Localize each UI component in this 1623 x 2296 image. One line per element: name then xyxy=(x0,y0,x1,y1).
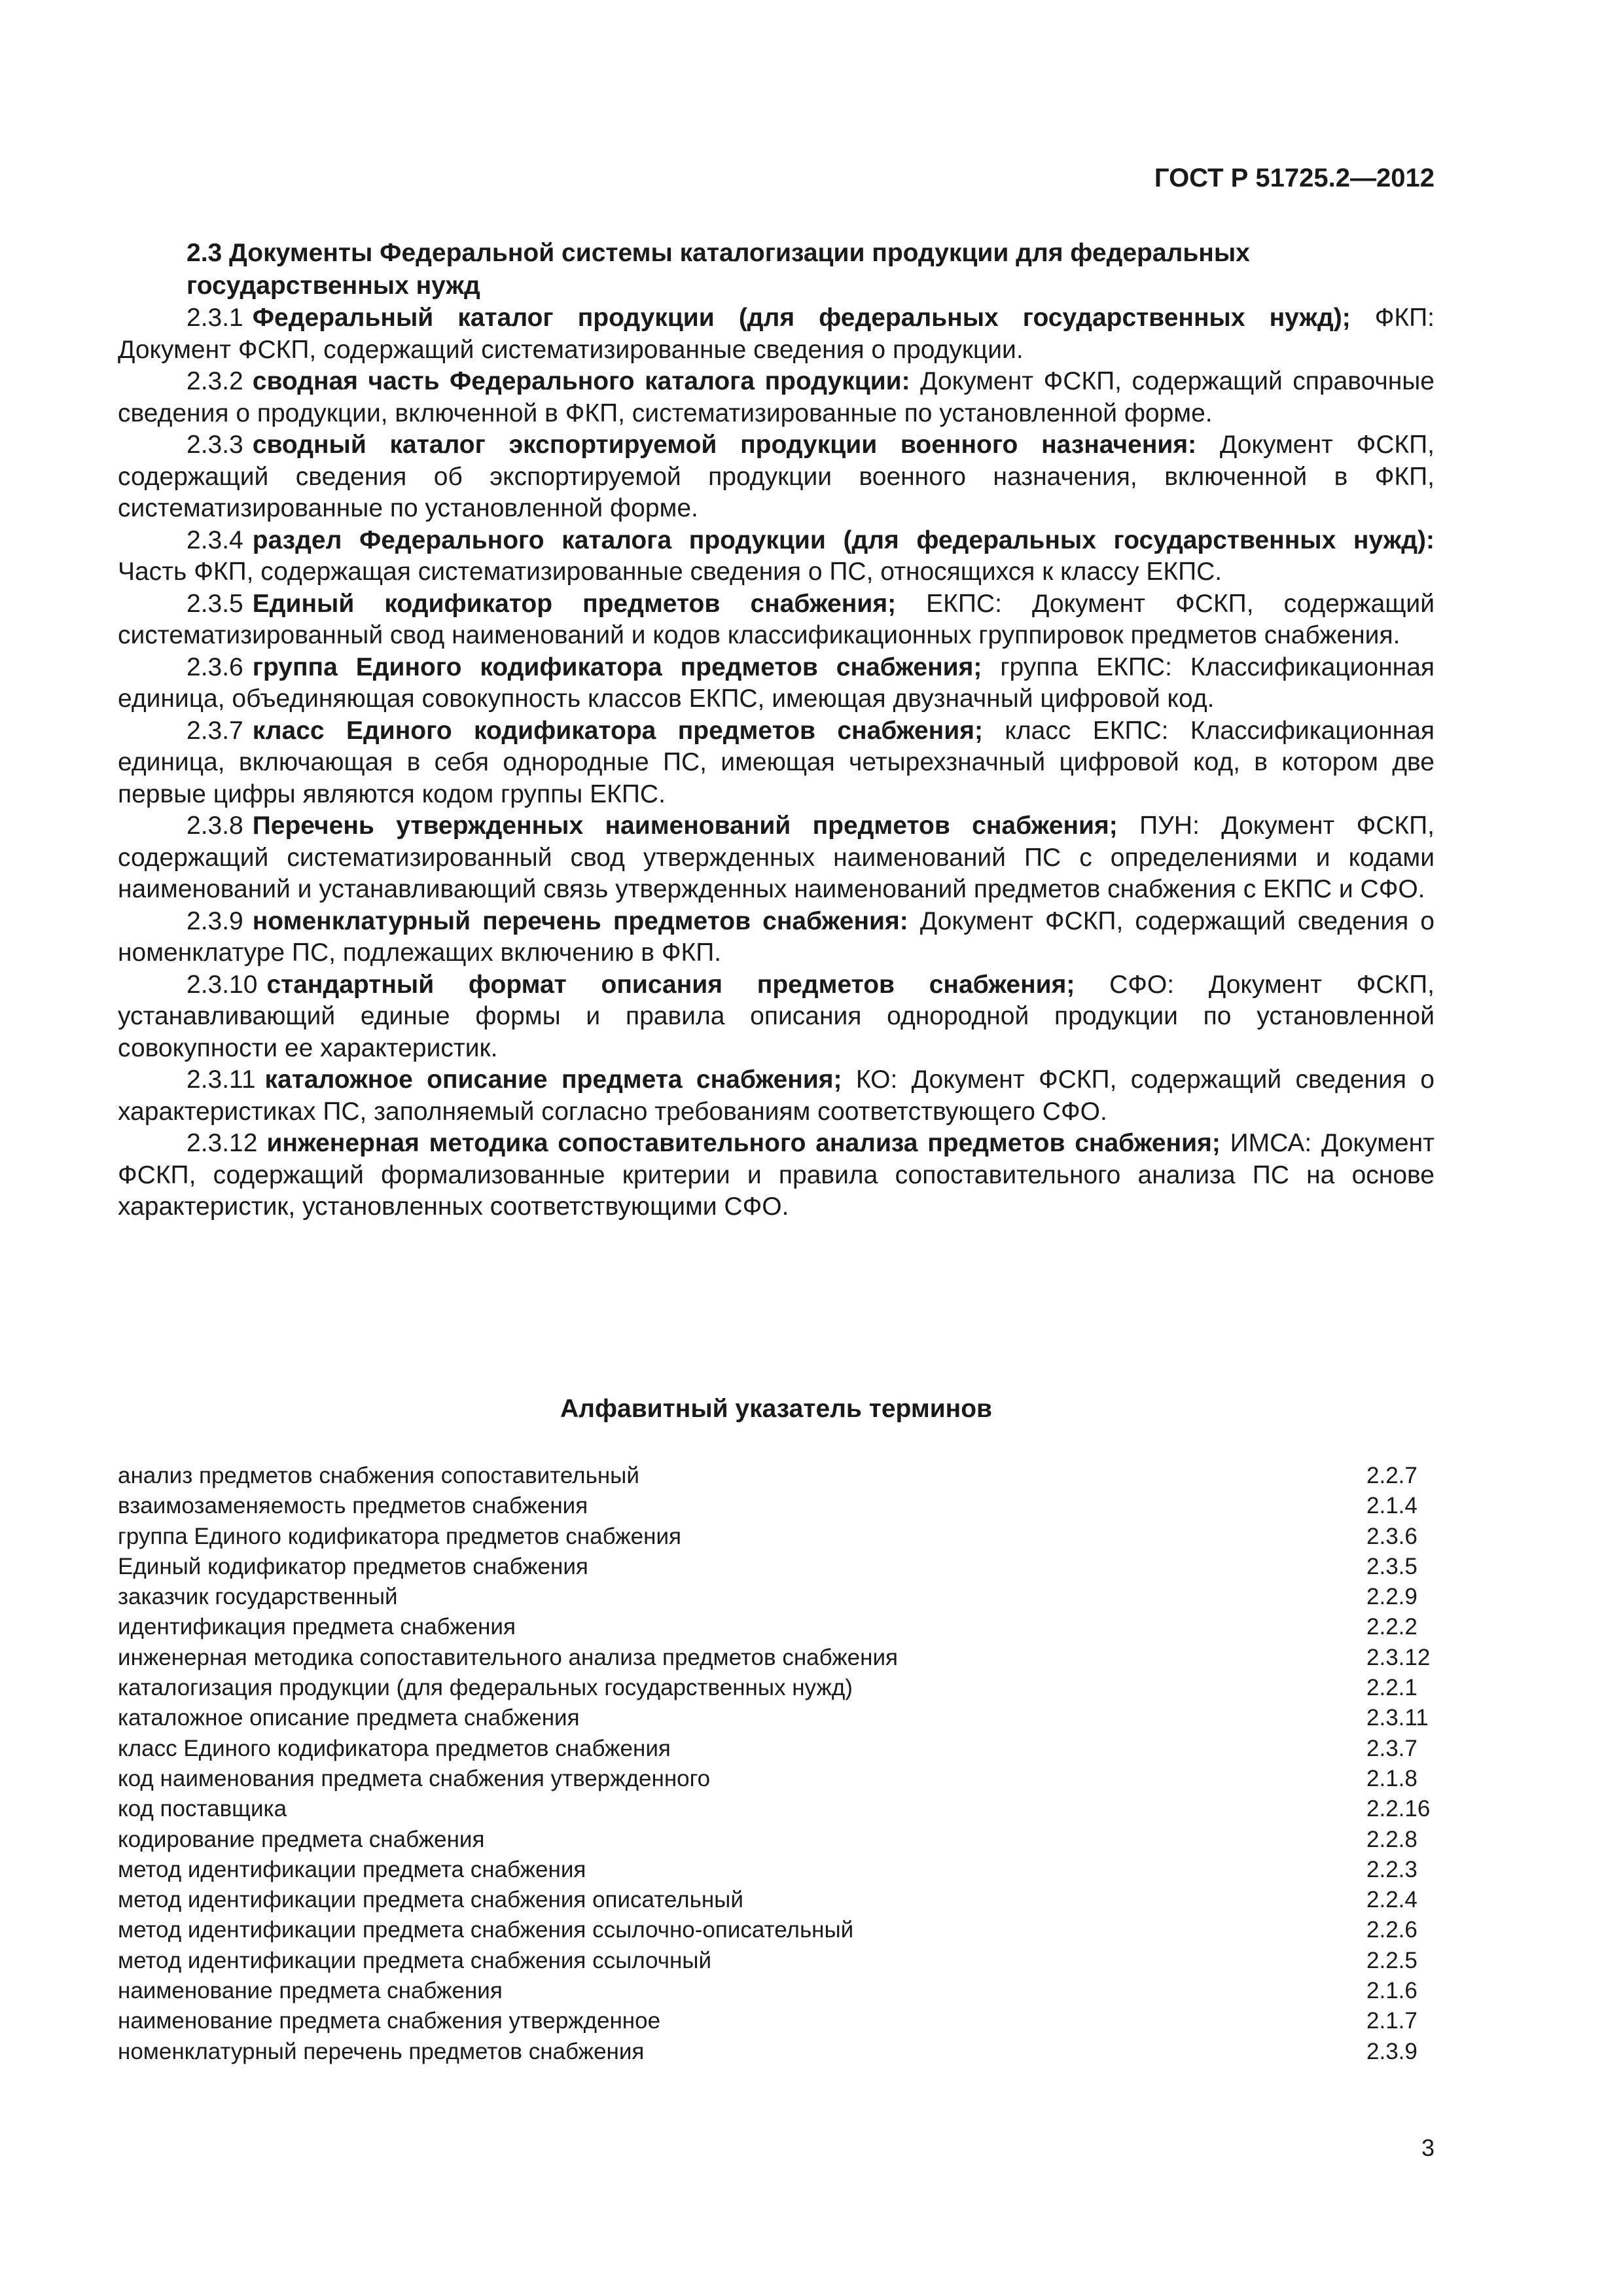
term-title: сводный каталог экспортируемой продукции военного назначения: xyxy=(252,431,1197,459)
term-definition xyxy=(118,429,1435,525)
section-body xyxy=(118,237,1435,1223)
index-entry xyxy=(118,1582,1435,1612)
index-entry xyxy=(118,1703,1435,1733)
index-entry xyxy=(118,1825,1435,1855)
index-reference: 2.1.8 xyxy=(1366,1765,1418,1791)
index-entry xyxy=(118,1491,1435,1521)
index-term: наименование предмета снабжения xyxy=(118,1978,503,2004)
term-title: Перечень утвержденных наименований предметов снабжения; xyxy=(252,812,1118,840)
term-number: 2.3.7 xyxy=(187,716,243,745)
term-text: СФО: Документ ФСКП, устанавливающий единые формы и правила описания однородной продукции по установленной совокупности ее характеристик. xyxy=(118,970,1435,1062)
index-term: номенклатурный перечень предметов снабжения xyxy=(118,2038,645,2064)
index-entry xyxy=(118,1946,1435,1976)
index-reference: 2.3.11 xyxy=(1366,1705,1429,1731)
term-definition xyxy=(118,652,1435,715)
term-number: 2.3.5 xyxy=(187,589,243,618)
index-entry xyxy=(118,1612,1435,1642)
index-term: метод идентификации предмета снабжения ссылочно-описательный xyxy=(118,1917,854,1943)
term-number: 2.3.4 xyxy=(187,526,243,554)
index-term: заказчик государственный xyxy=(118,1584,398,1610)
index-reference: 2.3.6 xyxy=(1366,1523,1418,1549)
term-title: каталожное описание предмета снабжения; xyxy=(264,1066,842,1094)
index-reference: 2.2.6 xyxy=(1366,1917,1418,1943)
page-number: 3 xyxy=(1421,2134,1435,2161)
index-entry xyxy=(118,1461,1435,1491)
index-title: Алфавитный указатель терминов xyxy=(560,1395,993,1423)
index-list xyxy=(118,1461,1435,2067)
term-text: ФКП: Документ ФСКП, содержащий систематизированные сведения о продукции. xyxy=(118,304,1435,364)
index-reference: 2.1.7 xyxy=(1366,2008,1418,2034)
term-title: инженерная методика сопоставительного анализа предметов снабжения; xyxy=(266,1129,1221,1157)
index-reference: 2.2.5 xyxy=(1366,1947,1418,1973)
index-reference: 2.2.1 xyxy=(1366,1675,1418,1701)
term-title: группа Единого кодификатора предметов снабжения; xyxy=(252,653,982,681)
term-number: 2.3.8 xyxy=(187,812,243,840)
index-entry xyxy=(118,1915,1435,1945)
index-reference: 2.2.2 xyxy=(1366,1614,1418,1640)
index-entry xyxy=(118,1794,1435,1824)
index-entry xyxy=(118,1976,1435,2006)
index-term: взаимозаменяемость предметов снабжения xyxy=(118,1493,588,1519)
index-reference: 2.2.7 xyxy=(1366,1463,1418,1488)
term-definition xyxy=(118,1064,1435,1128)
term-text: Документ ФСКП, содержащий справочные сведения о продукции, включенной в ФКП, систематизированные по установленной форме. xyxy=(118,367,1435,427)
index-term: наименование предмета снабжения утвержденное xyxy=(118,2008,661,2034)
index-term: каталогизация продукции (для федеральных государственных нужд) xyxy=(118,1675,853,1701)
term-text: ИМСА: Документ ФСКП, содержащий формализованные критерии и правила сопоставительного анализа ПС на основе характеристик, установленных соответствующими СФО. xyxy=(118,1129,1435,1221)
index-entry xyxy=(118,1552,1435,1582)
term-text: ЕКПС: Документ ФСКП, содержащий систематизированный свод наименований и кодов классификационных группировок предметов снабжения. xyxy=(118,589,1435,649)
index-term: метод идентификации предмета снабжения описательный xyxy=(118,1887,743,1913)
document-code: ГОСТ Р 51725.2—2012 xyxy=(1154,164,1435,192)
term-title: Единый кодификатор предметов снабжения; xyxy=(252,589,897,618)
index-term: код наименования предмета снабжения утвержденного xyxy=(118,1765,711,1791)
index-term: каталожное описание предмета снабжения xyxy=(118,1705,580,1731)
term-title: сводная часть Федерального каталога продукции: xyxy=(252,367,910,395)
term-number: 2.3.2 xyxy=(187,367,243,395)
index-entry xyxy=(118,1764,1435,1794)
term-title: класс Единого кодификатора предметов снабжения; xyxy=(252,716,983,745)
term-definition xyxy=(118,1128,1435,1223)
index-term: Единый кодификатор предметов снабжения xyxy=(118,1553,588,1579)
term-definition xyxy=(118,525,1435,588)
index-reference: 2.3.5 xyxy=(1366,1553,1418,1579)
index-term: инженерная методика сопоставительного анализа предметов снабжения xyxy=(118,1644,898,1670)
index-reference: 2.2.16 xyxy=(1366,1796,1431,1822)
index-entry xyxy=(118,2037,1435,2067)
index-entry xyxy=(118,1522,1435,1552)
index-term: группа Единого кодификатора предметов снабжения xyxy=(118,1523,681,1549)
index-entry xyxy=(118,1855,1435,1885)
index-term: класс Единого кодификатора предметов снабжения xyxy=(118,1735,671,1761)
term-text: Документ ФСКП, содержащий сведения о номенклатуре ПС, подлежащих включению в ФКП. xyxy=(118,906,1435,967)
term-number: 2.3.1 xyxy=(187,304,243,332)
index-term: метод идентификации предмета снабжения ссылочный xyxy=(118,1947,712,1973)
term-text: класс ЕКПС: Классификационная единица, включающая в себя однородные ПС, имеющая четырехзначный цифровой код, в котором две первые цифры являются кодом группы ЕКПС. xyxy=(118,716,1435,808)
term-number: 2.3.9 xyxy=(187,906,243,935)
index-reference: 2.1.6 xyxy=(1366,1978,1418,2004)
term-number: 2.3.10 xyxy=(187,970,258,999)
term-definition xyxy=(118,969,1435,1065)
term-number: 2.3.11 xyxy=(187,1066,256,1094)
term-title: раздел Федерального каталога продукции (для федеральных государственных нужд): xyxy=(252,526,1435,554)
term-title: номенклатурный перечень предметов снабжения: xyxy=(252,906,908,935)
index-reference: 2.3.7 xyxy=(1366,1735,1418,1761)
term-title: Федеральный каталог продукции (для федеральных государственных нужд); xyxy=(252,304,1351,332)
term-text: КО: Документ ФСКП, содержащий сведения о характеристиках ПС, заполняемый согласно требованиям соответствующего СФО. xyxy=(118,1066,1435,1126)
term-definition xyxy=(118,810,1435,906)
term-definition xyxy=(118,366,1435,429)
term-number: 2.3.3 xyxy=(187,431,243,459)
index-reference: 2.3.9 xyxy=(1366,2038,1418,2064)
index-term: кодирование предмета снабжения xyxy=(118,1826,485,1852)
term-list xyxy=(118,302,1435,1223)
term-text: ПУН: Документ ФСКП, содержащий систематизированный свод утвержденных наименований ПС с определениями и кодами наименований и устанавливающий связь утвержденных наименований предметов снабжения с ЕКПС и СФО. xyxy=(118,812,1435,903)
index-reference: 2.1.4 xyxy=(1366,1493,1418,1519)
index-entry xyxy=(118,1643,1435,1673)
term-title: стандартный формат описания предметов снабжения; xyxy=(266,970,1075,999)
term-text: группа ЕКПС: Классификационная единица, объединяющая совокупность классов ЕКПС, имеющая двузначный цифровой код. xyxy=(118,653,1435,713)
index-reference: 2.2.8 xyxy=(1366,1826,1418,1852)
index-reference: 2.2.4 xyxy=(1366,1887,1418,1913)
term-number: 2.3.6 xyxy=(187,653,243,681)
term-number: 2.3.12 xyxy=(187,1129,258,1157)
section-heading: 2.3 Документы Федеральной системы каталогизации продукции для федеральных государственных нужд xyxy=(187,239,1250,300)
index-term: анализ предметов снабжения сопоставительный xyxy=(118,1463,639,1488)
term-definition xyxy=(118,906,1435,969)
index-entry xyxy=(118,1885,1435,1915)
index-reference: 2.2.9 xyxy=(1366,1584,1418,1610)
term-definition xyxy=(118,715,1435,811)
index-entry xyxy=(118,1673,1435,1703)
term-text: Часть ФКП, содержащая систематизированные сведения о ПС, относящихся к классу ЕКПС. xyxy=(118,558,1222,586)
term-definition xyxy=(118,588,1435,652)
index-entry xyxy=(118,1734,1435,1764)
term-text: Документ ФСКП, содержащий сведения об экспортируемой продукции военного назначения, включенной в ФКП, систематизированные по установленной форме. xyxy=(118,431,1435,522)
index-reference: 2.3.12 xyxy=(1366,1644,1431,1670)
index-entry xyxy=(118,2006,1435,2036)
term-definition xyxy=(118,302,1435,366)
index-term: код поставщика xyxy=(118,1796,287,1822)
index-term: метод идентификации предмета снабжения xyxy=(118,1856,586,1882)
index-reference: 2.2.3 xyxy=(1366,1856,1418,1882)
index-term: идентификация предмета снабжения xyxy=(118,1614,516,1640)
